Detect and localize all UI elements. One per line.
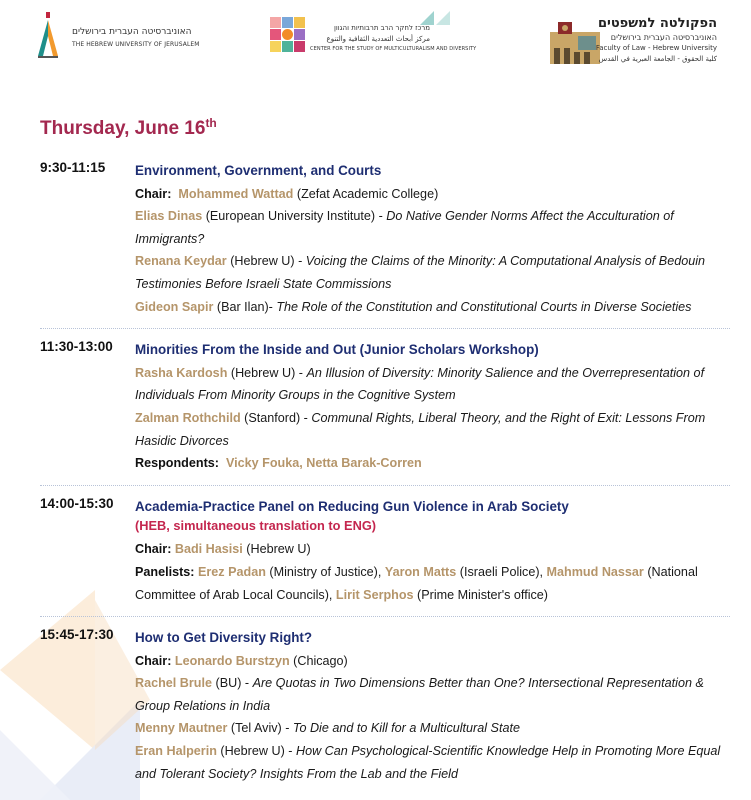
respondents-names: Vicky Fouka, Netta Barak-Corren [225, 456, 422, 471]
paper-item [135, 362, 735, 407]
paper-item [135, 205, 735, 250]
huji-english-name: THE HEBREW UNIVERSITY OF JERUSALEM [72, 41, 200, 48]
paper-title: How Can Psychological-Scientific Knowledge Help in Promoting More Equal and Tolerant Society? Insights From the Lab and the Field [135, 744, 721, 781]
session-1 [0, 160, 751, 318]
paper-title: Communal Rights, Liberal Theory, and the Right of Exit: Lessons From Hasidic Divorces [135, 410, 706, 448]
speaker-affiliation: (Stanford) - [240, 410, 312, 425]
speaker-affiliation: (Hebrew U) - [216, 744, 296, 759]
speaker-name: Gideon Sapir [135, 299, 214, 314]
speaker-name: Zalman Rothchild [135, 410, 241, 425]
speaker-name: Rachel Brule [135, 676, 212, 691]
chair-label: Chair: [135, 542, 172, 557]
session-time: 11:30-13:00 [40, 339, 113, 355]
session-title: Environment, Government, and Courts [135, 163, 382, 178]
chair-name: Badi Hasisi [174, 542, 243, 557]
hebrew-university-logo [34, 10, 204, 62]
speaker-affiliation: (Hebrew U) - [226, 254, 306, 269]
paper-item [135, 717, 735, 740]
session-title: How to Get Diversity Right? [135, 630, 313, 646]
paper-item [135, 250, 735, 295]
session-divider [40, 318, 730, 329]
paper-title: To Die and to Kill for a Multicultural State [292, 721, 520, 736]
session-4 [0, 627, 751, 785]
chair-affiliation: (Zefat Academic College) [293, 186, 439, 201]
panelist-affiliation: (Ministry of Justice), [265, 564, 385, 579]
paper-item [135, 296, 735, 319]
multiculturalism-center-logo [270, 11, 477, 63]
panelist-name: Mahmud Nassar [546, 564, 644, 579]
law-hebrew-title: הפקולטה למשפטים [597, 16, 717, 31]
panelist-affiliation: (Prime Minister's office) [413, 587, 548, 602]
huji-hebrew-name: האוניברסיטה העברית בירושלים [72, 27, 192, 37]
day-title-text: Thursday, June 16 [40, 118, 206, 139]
day-title-suffix: th [205, 116, 217, 130]
session-content [135, 627, 735, 785]
speaker-name: Menny Mautner [135, 721, 228, 736]
law-building-icon [548, 18, 602, 66]
paper-title: An Illusion of Diversity: Minority Salience and the Overrepresentation of Individuals From Minority Groups in the Cognitive System [135, 365, 705, 403]
session-chair [135, 183, 735, 206]
chair-name: Leonardo Burstzyn [174, 653, 290, 668]
paper-title: Do Native Gender Norms Affect the Acculturation of Immigrants? [135, 209, 674, 246]
paper-item [135, 672, 735, 717]
session-content [135, 160, 735, 318]
panelist-name: Erez Padan [198, 564, 266, 579]
panelist-name: Yaron Matts [384, 564, 457, 579]
chair-name: Mohammed Wattad [178, 186, 294, 201]
session-divider [40, 475, 730, 486]
law-hebrew-subtitle: האוניברסיטה העברית בירושלים [610, 33, 717, 42]
session-chair [135, 538, 735, 561]
session-divider [40, 606, 730, 617]
speaker-affiliation: (BU) - [212, 676, 253, 691]
center-accent-icon [420, 11, 450, 25]
session-3 [0, 496, 751, 606]
paper-item [135, 407, 735, 452]
speaker-name: Elias Dinas [135, 209, 203, 224]
paper-title: Are Quotas in Two Dimensions Better than One? Intersectional Representation & Group Relations in India [135, 676, 704, 713]
chair-label: Chair: [135, 186, 172, 201]
panelist-affiliation: (Israeli Police), [456, 564, 547, 579]
law-english-name: Faculty of Law - Hebrew University [595, 44, 717, 52]
session-content [135, 496, 735, 606]
session-title: Academia-Practice Panel on Reducing Gun Violence in Arab Society [135, 498, 569, 514]
speaker-name: Rasha Kardosh [135, 365, 228, 380]
session-respondents [135, 452, 735, 475]
chair-label: Chair: [135, 653, 172, 668]
law-arabic-name: كلية الحقوق - الجامعة العبرية في القدس [598, 55, 717, 63]
center-arabic-name: مركز أبحاث التعددية الثقافية والتنوع [326, 35, 430, 43]
day-title [40, 118, 217, 140]
speaker-affiliation: (European University Institute) - [202, 209, 387, 224]
session-title: Minorities From the Inside and Out (Junior Scholars Workshop) [135, 342, 539, 358]
panelist-name: Lirit Serphos [335, 587, 414, 602]
speaker-affiliation: (Bar Ilan)- [213, 299, 277, 314]
paper-title: Voicing the Claims of the Minority: A Computational Analysis of Bedouin Testimonies Before Israeli State Commissions [135, 254, 706, 291]
session-chair [135, 650, 735, 673]
session-time: 9:30-11:15 [40, 160, 106, 175]
session-panelists [135, 561, 735, 606]
speaker-name: Eran Halperin [135, 744, 217, 759]
paper-title: The Role of the Constitution and Constitutional Courts in Diverse Societies [276, 299, 692, 314]
center-english-name: CENTER FOR THE STUDY OF MULTICULTURALISM AND DIVERSITY [310, 46, 477, 52]
speaker-affiliation: (Tel Aviv) - [227, 721, 293, 736]
center-hebrew-name: מרכז לחקר הרב תרבותיות והגוון [333, 24, 430, 32]
center-mosaic-icon [270, 17, 306, 57]
respondents-label: Respondents: [135, 456, 219, 471]
speaker-name: Renana Keydar [135, 254, 227, 269]
chair-affiliation: (Hebrew U) [242, 542, 311, 557]
session-language-note: (HEB, simultaneous translation to ENG) [135, 518, 377, 534]
chair-affiliation: (Chicago) [289, 653, 348, 668]
header-logos [0, 0, 751, 78]
speaker-affiliation: (Hebrew U) - [227, 365, 307, 380]
session-time: 14:00-15:30 [40, 495, 114, 511]
session-content [135, 339, 735, 475]
session-time: 15:45-17:30 [40, 627, 114, 643]
huji-menorah-icon [34, 10, 64, 60]
faculty-of-law-logo [548, 10, 723, 68]
session-2 [0, 339, 751, 475]
panelist-affiliation: (National Committee of Arab Local Councils), [135, 564, 698, 602]
program-sessions [0, 160, 751, 785]
panelists-label: Panelists: [135, 564, 195, 579]
paper-item [135, 740, 735, 785]
